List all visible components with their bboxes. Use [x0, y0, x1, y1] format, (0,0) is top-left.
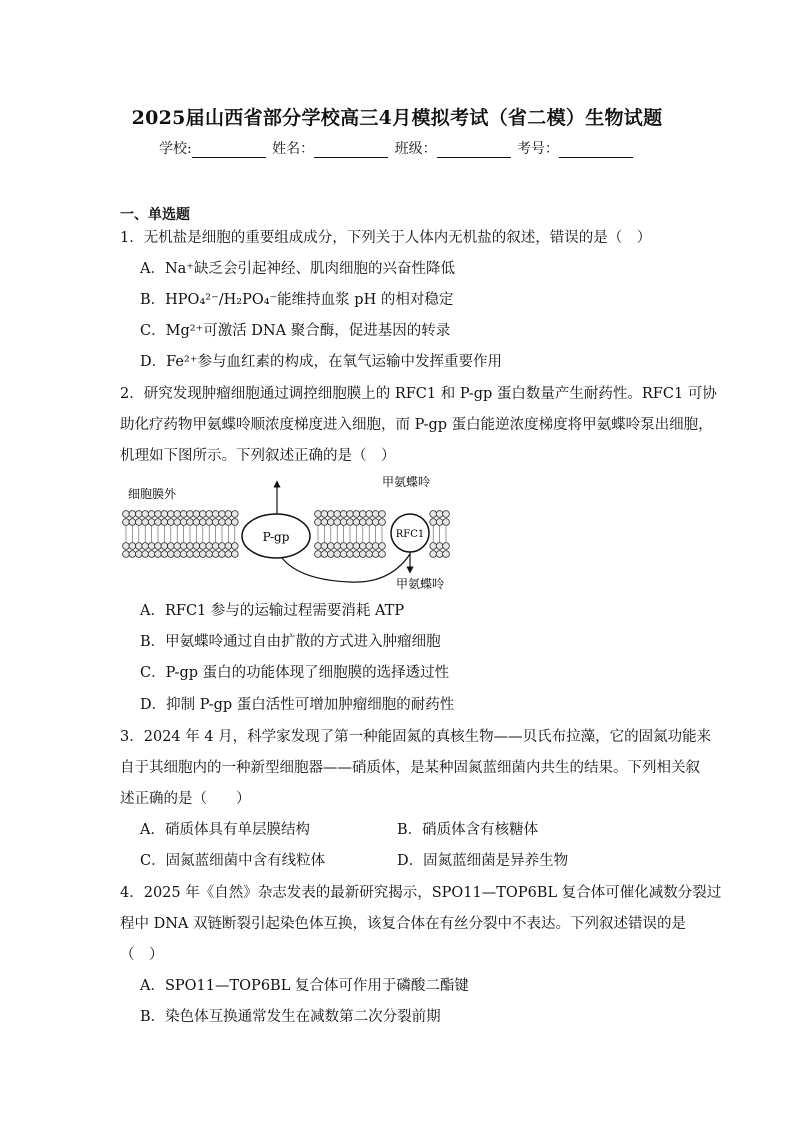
- phospholipid-head: [366, 511, 373, 518]
- name-label: 姓名：: [272, 141, 315, 157]
- phospholipid-head: [212, 551, 219, 558]
- phospholipid-head: [193, 519, 200, 526]
- phospholipid-head: [135, 519, 142, 526]
- phospholipid-head: [174, 519, 181, 526]
- q3-option-a: A．硝质体具有单层膜结构: [140, 822, 310, 838]
- phospholipid-head: [443, 519, 450, 526]
- q1-option-d: D．Fe²⁺参与血红素的构成，在氧气运输中发挥重要作用: [140, 354, 502, 370]
- phospholipid-head: [327, 551, 334, 558]
- phospholipid-head: [167, 519, 174, 526]
- phospholipid-head: [443, 551, 450, 558]
- phospholipid-head: [219, 551, 226, 558]
- q3-stem-line1: 3．2024 年 4 月，科学家发现了第一种能固氮的真核生物——贝氏布拉藻，它的固氮功能来: [120, 729, 712, 745]
- phospholipid-head: [340, 551, 347, 558]
- phospholipid-head: [443, 511, 450, 518]
- phospholipid-head: [340, 519, 347, 526]
- phospholipid-head: [129, 519, 136, 526]
- phospholipid-head: [379, 519, 386, 526]
- phospholipid-head: [430, 519, 437, 526]
- phospholipid-head: [142, 511, 149, 518]
- number-blank[interactable]: [559, 143, 633, 158]
- q4-stem-line3: （ ）: [120, 947, 164, 963]
- phospholipid-head: [231, 511, 238, 518]
- phospholipid-head: [167, 511, 174, 518]
- phospholipid-head: [372, 511, 379, 518]
- phospholipid-head: [347, 511, 354, 518]
- phospholipid-head: [353, 511, 360, 518]
- phospholipid-head: [206, 519, 213, 526]
- q4-stem-line2: 程中 DNA 双链断裂引起染色体互换，该复合体在有丝分裂中不表达。下列叙述错误的是: [120, 916, 686, 932]
- phospholipid-head: [321, 551, 328, 558]
- drug-bottom-label: 甲氨蝶呤: [396, 577, 445, 591]
- school-blank[interactable]: [192, 143, 266, 158]
- phospholipid-head: [135, 551, 142, 558]
- phospholipid-head: [334, 551, 341, 558]
- phospholipid-head: [366, 551, 373, 558]
- phospholipid-head: [372, 551, 379, 558]
- phospholipid-head: [155, 519, 162, 526]
- phospholipid-head: [212, 511, 219, 518]
- phospholipid-head: [372, 543, 379, 550]
- phospholipid-head: [187, 543, 194, 550]
- phospholipid-head: [225, 519, 232, 526]
- phospholipid-head: [430, 551, 437, 558]
- q1-option-a: A．Na⁺缺乏会引起神经、肌肉细胞的兴奋性降低: [140, 261, 455, 277]
- phospholipid-head: [353, 543, 360, 550]
- q3-option-b: B．硝质体含有核糖体: [397, 822, 539, 838]
- phospholipid-head: [347, 519, 354, 526]
- phospholipid-head: [372, 519, 379, 526]
- phospholipid-head: [142, 551, 149, 558]
- phospholipid-head: [187, 551, 194, 558]
- phospholipid-head: [142, 543, 149, 550]
- q2-option-b: B．甲氨蝶呤通过自由扩散的方式进入肿瘤细胞: [140, 634, 441, 650]
- phospholipid-head: [174, 551, 181, 558]
- q2-stem-line1: 2．研究发现肿瘤细胞通过调控细胞膜上的 RFC1 和 P-gp 蛋白数量产生耐药性。RFC1 可协: [120, 386, 717, 402]
- phospholipid-head: [315, 511, 322, 518]
- phospholipid-head: [359, 543, 366, 550]
- phospholipid-head: [123, 511, 130, 518]
- phospholipid-head: [334, 543, 341, 550]
- phospholipid-head: [359, 551, 366, 558]
- phospholipid-head: [155, 511, 162, 518]
- phospholipid-head: [321, 511, 328, 518]
- phospholipid-head: [167, 543, 174, 550]
- phospholipid-head: [129, 543, 136, 550]
- phospholipid-head: [135, 511, 142, 518]
- phospholipid-head: [231, 543, 238, 550]
- phospholipid-head: [366, 519, 373, 526]
- phospholipid-head: [212, 519, 219, 526]
- phospholipid-head: [180, 551, 187, 558]
- phospholipid-head: [436, 519, 443, 526]
- phospholipid-head: [193, 543, 200, 550]
- phospholipid-head: [161, 543, 168, 550]
- phospholipid-head: [315, 519, 322, 526]
- phospholipid-head: [231, 519, 238, 526]
- phospholipid-head: [347, 551, 354, 558]
- q2-stem-line2: 助化疗药物甲氨蝶呤顺浓度梯度进入细胞，而 P-gp 蛋白能逆浓度梯度将甲氨蝶呤泵出细胞，: [120, 417, 713, 433]
- phospholipid-head: [148, 551, 155, 558]
- phospholipid-head: [161, 551, 168, 558]
- phospholipid-head: [199, 551, 206, 558]
- phospholipid-head: [353, 519, 360, 526]
- phospholipid-head: [161, 511, 168, 518]
- phospholipid-head: [430, 543, 437, 550]
- phospholipid-head: [199, 511, 206, 518]
- phospholipid-head: [219, 511, 226, 518]
- pgp-label: P-gp: [262, 530, 290, 544]
- rfc1-label: RFC1: [395, 529, 425, 540]
- phospholipid-head: [340, 543, 347, 550]
- phospholipid-head: [206, 543, 213, 550]
- phospholipid-head: [187, 519, 194, 526]
- phospholipid-head: [142, 519, 149, 526]
- q3-option-d: D．固氮蓝细菌是异养生物: [397, 853, 569, 869]
- phospholipid-head: [359, 511, 366, 518]
- phospholipid-head: [155, 551, 162, 558]
- phospholipid-head: [148, 511, 155, 518]
- phospholipid-head: [359, 519, 366, 526]
- phospholipid-head: [219, 543, 226, 550]
- page-title: 2025届山西省部分学校高三4月模拟考试（省二模）生物试题: [131, 107, 663, 129]
- phospholipid-head: [327, 511, 334, 518]
- phospholipid-head: [321, 519, 328, 526]
- phospholipid-head: [327, 519, 334, 526]
- phospholipid-head: [430, 511, 437, 518]
- phospholipid-head: [161, 519, 168, 526]
- phospholipid-head: [212, 543, 219, 550]
- phospholipid-head: [180, 519, 187, 526]
- q1-option-c: C．Mg²⁺可激活 DNA 聚合酶，促进基因的转录: [140, 323, 451, 339]
- phospholipid-head: [174, 511, 181, 518]
- phospholipid-head: [353, 551, 360, 558]
- phospholipid-head: [340, 511, 347, 518]
- school-label: 学校:: [158, 141, 192, 157]
- name-blank[interactable]: [314, 143, 388, 158]
- phospholipid-head: [366, 543, 373, 550]
- q2-option-c: C．P-gp 蛋白的功能体现了细胞膜的选择透过性: [140, 665, 450, 681]
- phospholipid-head: [174, 543, 181, 550]
- section-heading: 一、单选题: [120, 207, 190, 223]
- phospholipid-head: [443, 543, 450, 550]
- phospholipid-head: [225, 551, 232, 558]
- q2-option-d: D．抑制 P-gp 蛋白活性可增加肿瘤细胞的耐药性: [140, 697, 455, 713]
- q4-option-a: A．SPO11—TOP6BL 复合体可作用于磷酸二酯键: [140, 978, 469, 994]
- phospholipid-head: [231, 551, 238, 558]
- q1-stem: 1．无机盐是细胞的重要组成成分，下列关于人体内无机盐的叙述，错误的是（ ）: [120, 230, 652, 246]
- phospholipid-head: [167, 551, 174, 558]
- phospholipid-head: [379, 551, 386, 558]
- phospholipid-head: [206, 511, 213, 518]
- class-label: 班级：: [394, 141, 437, 157]
- phospholipid-head: [225, 543, 232, 550]
- phospholipid-head: [379, 543, 386, 550]
- q4-stem-line1: 4．2025 年《自然》杂志发表的最新研究揭示，SPO11—TOP6BL 复合体可催化减数分裂过: [120, 885, 722, 901]
- phospholipid-head: [123, 551, 130, 558]
- phospholipid-head: [219, 519, 226, 526]
- phospholipid-head: [321, 543, 328, 550]
- drug-top-label: 甲氨蝶呤: [382, 476, 431, 489]
- recycle-curve: [282, 554, 410, 582]
- phospholipid-head: [193, 511, 200, 518]
- phospholipid-head: [334, 511, 341, 518]
- phospholipid-head: [148, 543, 155, 550]
- phospholipid-head: [123, 519, 130, 526]
- phospholipid-head: [199, 519, 206, 526]
- q3-option-c: C．固氮蓝细菌中含有线粒体: [140, 853, 326, 869]
- phospholipid-head: [327, 543, 334, 550]
- phospholipid-head: [155, 543, 162, 550]
- phospholipid-head: [180, 511, 187, 518]
- q2-stem-line3: 机理如下图所示。下列叙述正确的是（ ）: [120, 448, 396, 464]
- q1-option-b: B．HPO₄²⁻/H₂PO₄⁻能维持血浆 pH 的相对稳定: [140, 292, 454, 308]
- q2-option-a: A．RFC1 参与的运输过程需要消耗 ATP: [140, 603, 405, 619]
- phospholipid-head: [123, 543, 130, 550]
- phospholipid-head: [187, 511, 194, 518]
- phospholipid-head: [199, 543, 206, 550]
- phospholipid-head: [334, 519, 341, 526]
- phospholipid-head: [315, 551, 322, 558]
- phospholipid-head: [347, 543, 354, 550]
- q4-option-b: B．染色体互换通常发生在减数第二次分裂前期: [140, 1009, 441, 1025]
- outside-label: 细胞膜外: [128, 487, 177, 501]
- q3-stem-line3: 述正确的是（ ）: [120, 791, 251, 807]
- phospholipid-head: [436, 551, 443, 558]
- phospholipid-head: [180, 543, 187, 550]
- phospholipid-head: [148, 519, 155, 526]
- phospholipid-head: [129, 511, 136, 518]
- phospholipid-head: [436, 543, 443, 550]
- q3-stem-line2: 自于其细胞内的一种新型细胞器——硝质体，是某种固氮蓝细菌内共生的结果。下列相关叙: [120, 760, 700, 776]
- phospholipid-head: [129, 551, 136, 558]
- phospholipid-head: [379, 511, 386, 518]
- membrane-transport-diagram: [120, 476, 450, 592]
- phospholipid-head: [225, 511, 232, 518]
- phospholipid-head: [193, 551, 200, 558]
- student-info-row: [0, 138, 794, 158]
- class-blank[interactable]: [437, 143, 511, 158]
- phospholipid-head: [135, 543, 142, 550]
- phospholipid-head: [206, 551, 213, 558]
- phospholipid-head: [315, 543, 322, 550]
- phospholipid-head: [436, 511, 443, 518]
- number-label: 考号：: [517, 141, 560, 157]
